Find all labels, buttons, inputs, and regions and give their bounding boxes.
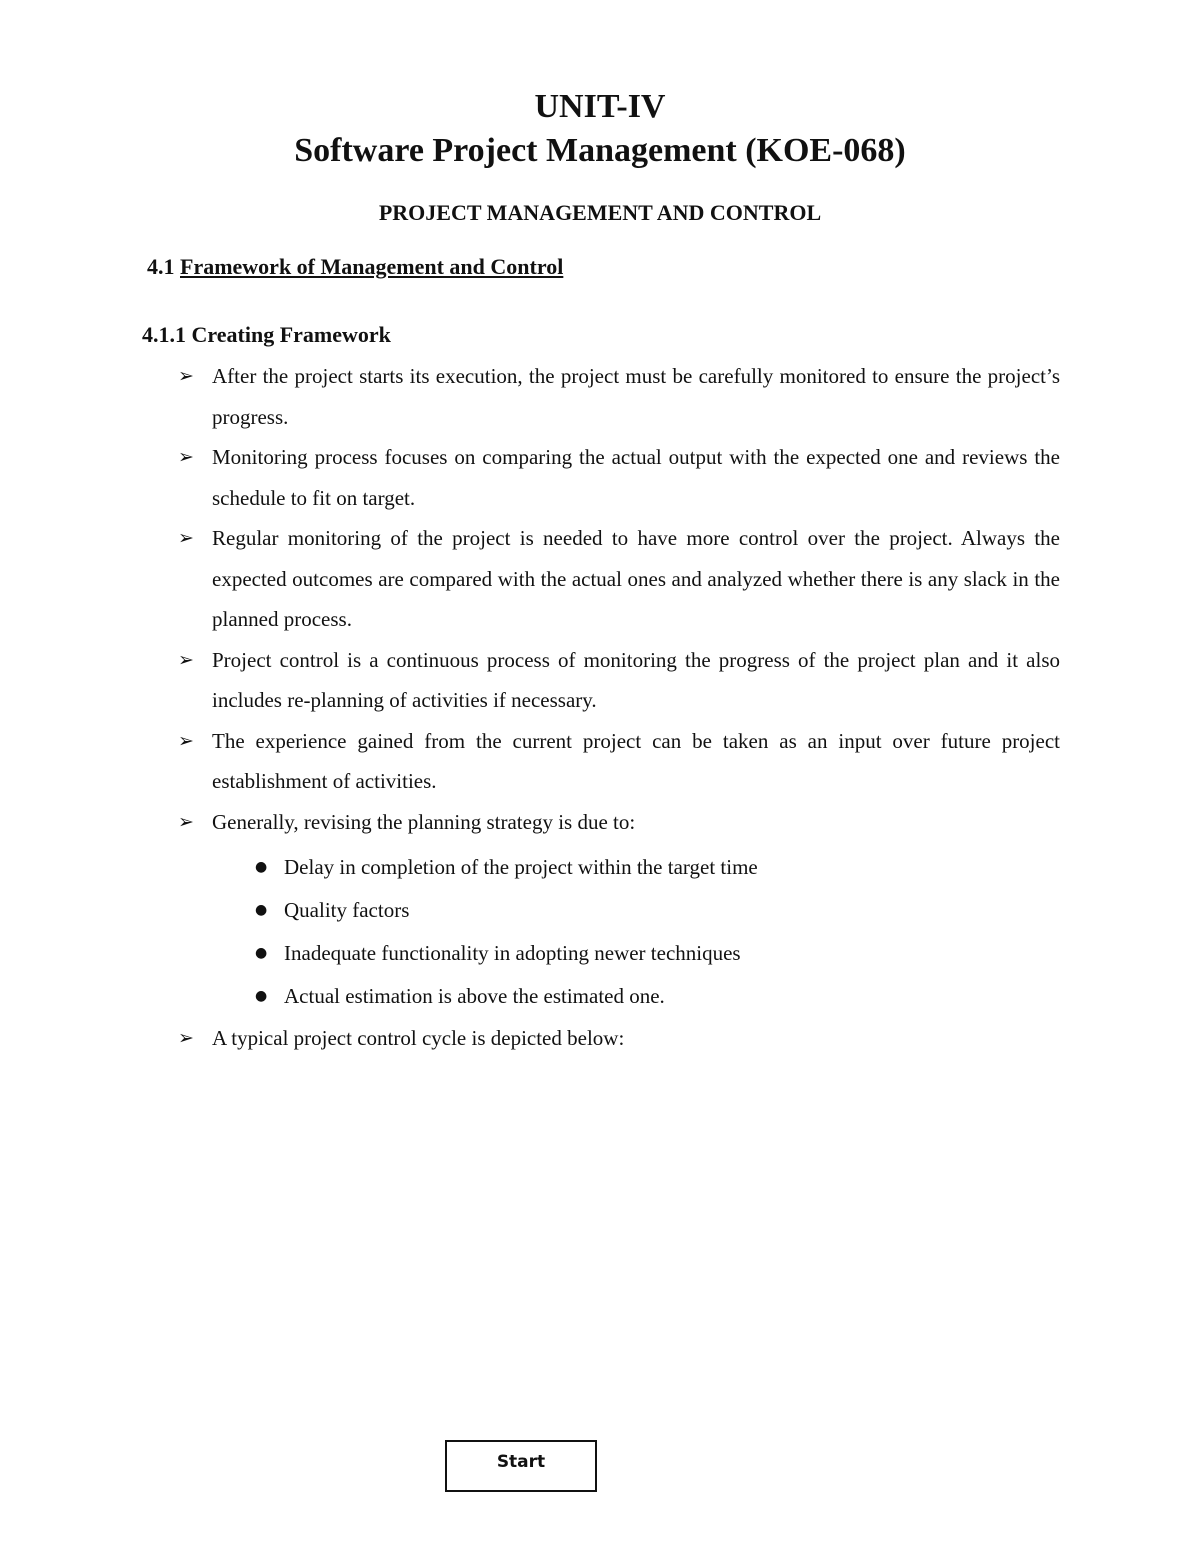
dot-bullet-icon: ● xyxy=(255,859,268,875)
section-heading xyxy=(147,254,563,280)
list-item-text: Regular monitoring of the project is needed to have more control over the project. Always the expected outcomes are compared with the actual ones and analyzed whether there is any slack in the planned process. xyxy=(212,526,1060,631)
course-title: Software Project Management (KOE-068) xyxy=(294,132,906,169)
unit-title: UNIT-IV xyxy=(534,88,666,125)
arrow-bullet-icon: ➢ xyxy=(178,810,194,833)
sub-list-item xyxy=(212,846,1060,889)
list-item-text: Monitoring process focuses on comparing the actual output with the expected one and reviews the schedule to fit on target. xyxy=(212,445,1060,510)
dot-bullet-icon: ● xyxy=(255,988,268,1004)
list-item xyxy=(178,721,1060,802)
list-item xyxy=(178,1018,1060,1059)
arrow-bullet-icon: ➢ xyxy=(178,648,194,671)
sub-list-item-text: Actual estimation is above the estimated one. xyxy=(284,984,665,1008)
section-number: 4.1 xyxy=(147,254,175,279)
arrow-bullet-icon: ➢ xyxy=(178,1027,194,1049)
topic-heading: PROJECT MANAGEMENT AND CONTROL xyxy=(378,200,822,225)
sub-list-item-text: Quality factors xyxy=(284,898,410,922)
sub-list-item-text: Inadequate functionality in adopting newer techniques xyxy=(284,941,741,965)
list-item-text: A typical project control cycle is depicted below: xyxy=(212,1026,625,1050)
list-item xyxy=(178,437,1060,518)
list-item xyxy=(178,802,1060,1019)
sub-bullet-list xyxy=(212,846,1060,1018)
sub-list-item xyxy=(212,975,1060,1018)
flowchart-start-box: Start xyxy=(445,1440,597,1492)
list-item xyxy=(178,640,1060,721)
section-title: Framework of Management and Control xyxy=(180,254,564,279)
list-item xyxy=(178,356,1060,437)
list-item-text: Generally, revising the planning strategy is due to: xyxy=(212,809,636,834)
list-item xyxy=(178,518,1060,640)
list-item-text: Project control is a continuous process of monitoring the progress of the project plan and it also includes re-planning of activities if necessary. xyxy=(212,647,1060,712)
sub-list-item-text: Delay in completion of the project within the target time xyxy=(284,855,758,879)
dot-bullet-icon: ● xyxy=(255,902,268,918)
subsection-heading: 4.1.1 Creating Framework xyxy=(142,322,391,347)
bullet-list xyxy=(178,356,1060,1059)
arrow-bullet-icon: ➢ xyxy=(178,729,194,752)
dot-bullet-icon: ● xyxy=(255,945,268,961)
list-item-text: The experience gained from the current project can be taken as an input over future project establishment of activities. xyxy=(212,728,1060,793)
arrow-bullet-icon: ➢ xyxy=(178,446,194,468)
arrow-bullet-icon: ➢ xyxy=(178,527,194,549)
list-item-text: After the project starts its execution, the project must be carefully monitored to ensure the project’s progress. xyxy=(212,364,1060,429)
sub-list-item xyxy=(212,932,1060,975)
sub-list-item xyxy=(212,889,1060,932)
arrow-bullet-icon: ➢ xyxy=(178,365,194,387)
